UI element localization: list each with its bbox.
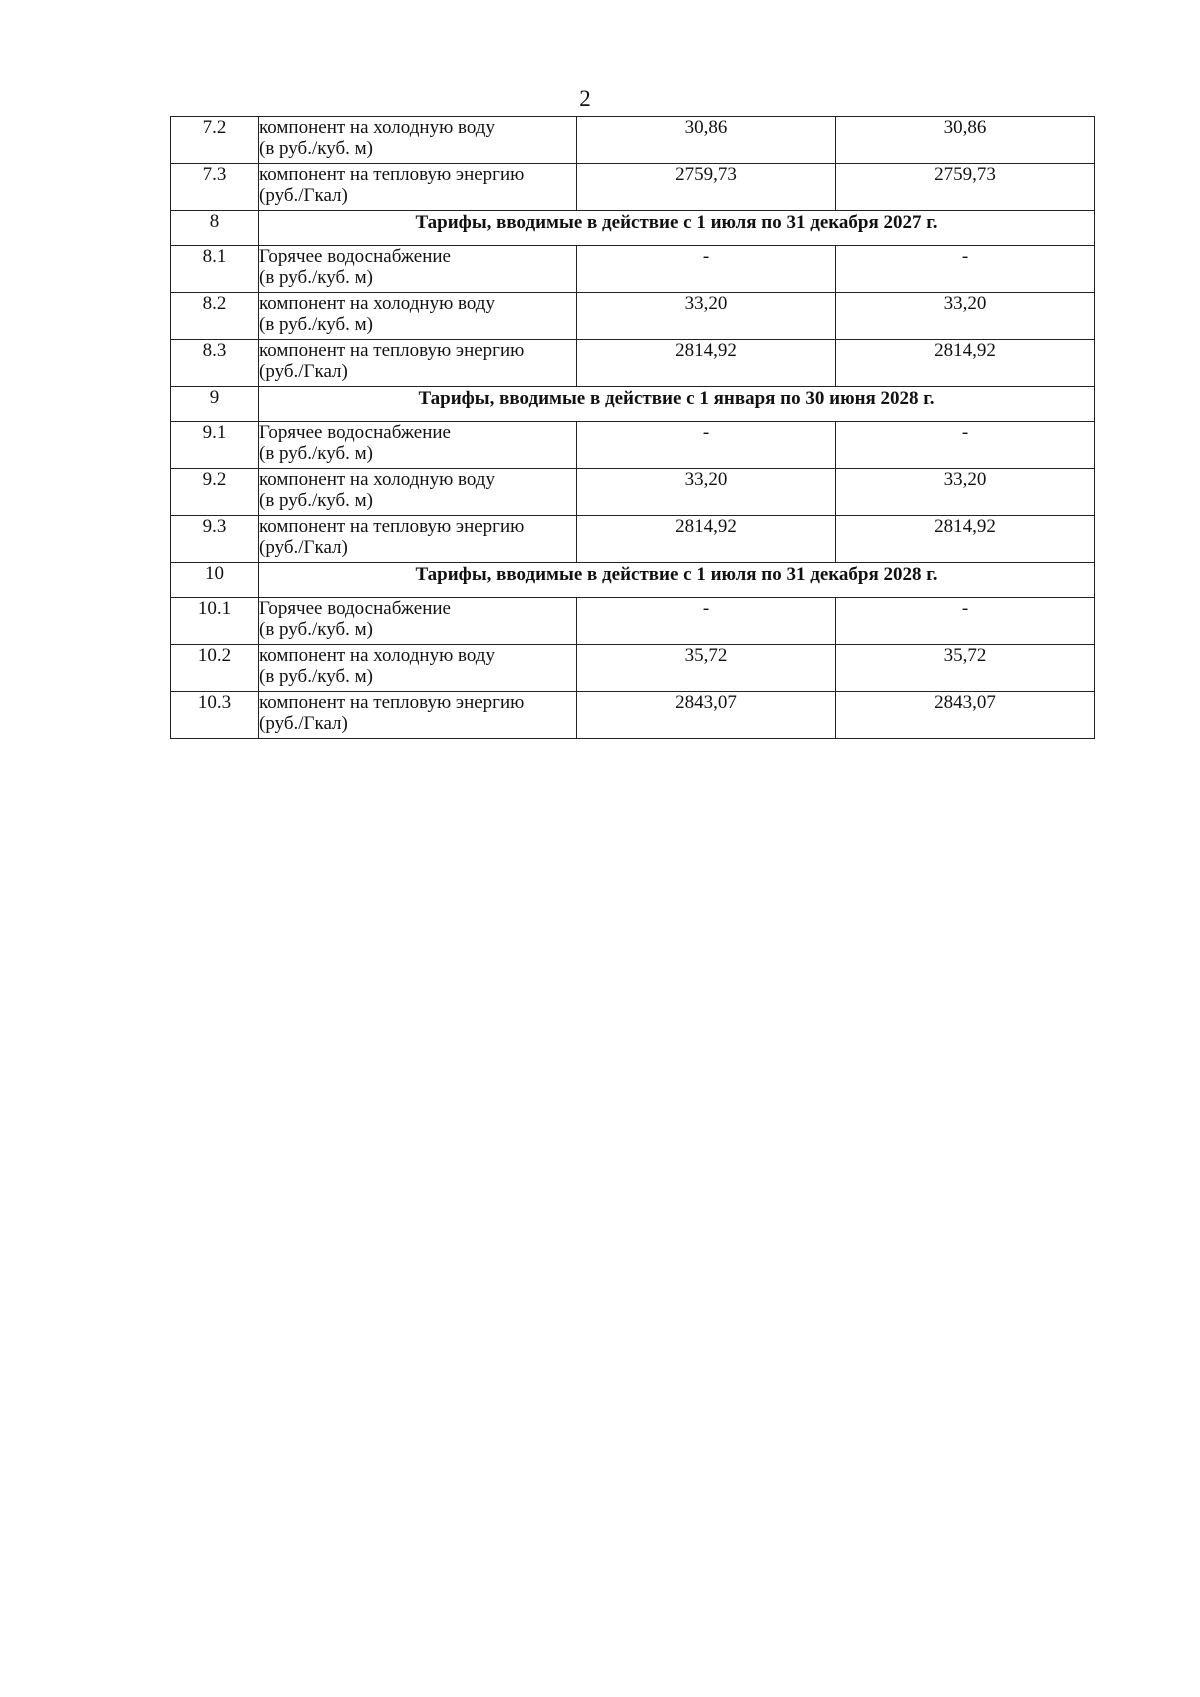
row-name-line1: Горячее водоснабжение	[259, 422, 451, 443]
row-unit: (в руб./куб. м)	[259, 666, 373, 687]
row-number: 9.2	[171, 469, 259, 516]
row-name-line1: компонент на тепловую энергию	[259, 692, 525, 713]
row-value-2: 33,20	[836, 469, 1095, 516]
row-value-1: 30,86	[577, 117, 836, 164]
section-row	[171, 387, 1095, 422]
section-number: 10	[171, 563, 259, 598]
row-value-1: 2814,92	[577, 340, 836, 387]
row-name	[259, 645, 577, 692]
table-row	[171, 164, 1095, 211]
table-row	[171, 246, 1095, 293]
row-value-2: 2759,73	[836, 164, 1095, 211]
table-row	[171, 645, 1095, 692]
row-name	[259, 469, 577, 516]
row-unit: (в руб./куб. м)	[259, 314, 373, 335]
row-unit: (в руб./куб. м)	[259, 138, 373, 159]
table-row	[171, 692, 1095, 739]
row-unit: (руб./Гкал)	[259, 185, 348, 206]
row-value-1: 2843,07	[577, 692, 836, 739]
row-value-2: 2814,92	[836, 516, 1095, 563]
row-number: 8.1	[171, 246, 259, 293]
row-name	[259, 516, 577, 563]
row-name-line1: компонент на тепловую энергию	[259, 340, 525, 361]
row-unit: (в руб./куб. м)	[259, 443, 373, 464]
page-number: 2	[579, 86, 591, 111]
row-unit: (в руб./куб. м)	[259, 267, 373, 288]
row-number: 8.3	[171, 340, 259, 387]
row-name	[259, 164, 577, 211]
row-unit: (руб./Гкал)	[259, 361, 348, 382]
table-row	[171, 516, 1095, 563]
row-value-2: -	[836, 598, 1095, 645]
row-value-2: 33,20	[836, 293, 1095, 340]
row-value-1: -	[577, 246, 836, 293]
row-name-line1: Горячее водоснабжение	[259, 598, 451, 619]
row-value-2: 30,86	[836, 117, 1095, 164]
row-unit: (руб./Гкал)	[259, 713, 348, 734]
row-unit: (в руб./куб. м)	[259, 619, 373, 640]
section-row	[171, 563, 1095, 598]
row-number: 7.3	[171, 164, 259, 211]
row-number: 10.1	[171, 598, 259, 645]
table-row	[171, 340, 1095, 387]
row-value-1: 33,20	[577, 469, 836, 516]
row-name-line1: компонент на холодную воду	[259, 293, 495, 314]
row-value-1: 2759,73	[577, 164, 836, 211]
row-name	[259, 246, 577, 293]
section-row	[171, 211, 1095, 246]
table-row	[171, 422, 1095, 469]
row-name	[259, 340, 577, 387]
row-value-1: -	[577, 598, 836, 645]
row-name	[259, 692, 577, 739]
row-number: 7.2	[171, 117, 259, 164]
row-value-2: -	[836, 246, 1095, 293]
row-value-2: 2843,07	[836, 692, 1095, 739]
row-name	[259, 293, 577, 340]
row-number: 9.1	[171, 422, 259, 469]
row-value-1: 2814,92	[577, 516, 836, 563]
section-title: Тарифы, вводимые в действие с 1 июля по 31 декабря 2028 г.	[259, 563, 1095, 598]
row-unit: (в руб./куб. м)	[259, 490, 373, 511]
row-name-line1: компонент на тепловую энергию	[259, 516, 525, 537]
tariff-table	[170, 116, 1095, 739]
table-row	[171, 293, 1095, 340]
row-value-2: -	[836, 422, 1095, 469]
row-value-1: 33,20	[577, 293, 836, 340]
row-unit: (руб./Гкал)	[259, 537, 348, 558]
table-row	[171, 598, 1095, 645]
row-number: 10.2	[171, 645, 259, 692]
row-name-line1: компонент на холодную воду	[259, 469, 495, 490]
section-title: Тарифы, вводимые в действие с 1 июля по 31 декабря 2027 г.	[259, 211, 1095, 246]
table-row	[171, 469, 1095, 516]
section-number: 9	[171, 387, 259, 422]
section-number: 8	[171, 211, 259, 246]
row-name-line1: компонент на холодную воду	[259, 117, 495, 138]
row-number: 9.3	[171, 516, 259, 563]
row-name-line1: компонент на тепловую энергию	[259, 164, 525, 185]
table-row	[171, 117, 1095, 164]
section-title: Тарифы, вводимые в действие с 1 января по 30 июня 2028 г.	[259, 387, 1095, 422]
row-name-line1: компонент на холодную воду	[259, 645, 495, 666]
row-number: 10.3	[171, 692, 259, 739]
row-name	[259, 422, 577, 469]
row-name	[259, 598, 577, 645]
row-number: 8.2	[171, 293, 259, 340]
row-value-1: 35,72	[577, 645, 836, 692]
row-value-2: 35,72	[836, 645, 1095, 692]
row-name-line1: Горячее водоснабжение	[259, 246, 451, 267]
row-name	[259, 117, 577, 164]
tariff-table-body	[171, 117, 1095, 739]
row-value-2: 2814,92	[836, 340, 1095, 387]
row-value-1: -	[577, 422, 836, 469]
